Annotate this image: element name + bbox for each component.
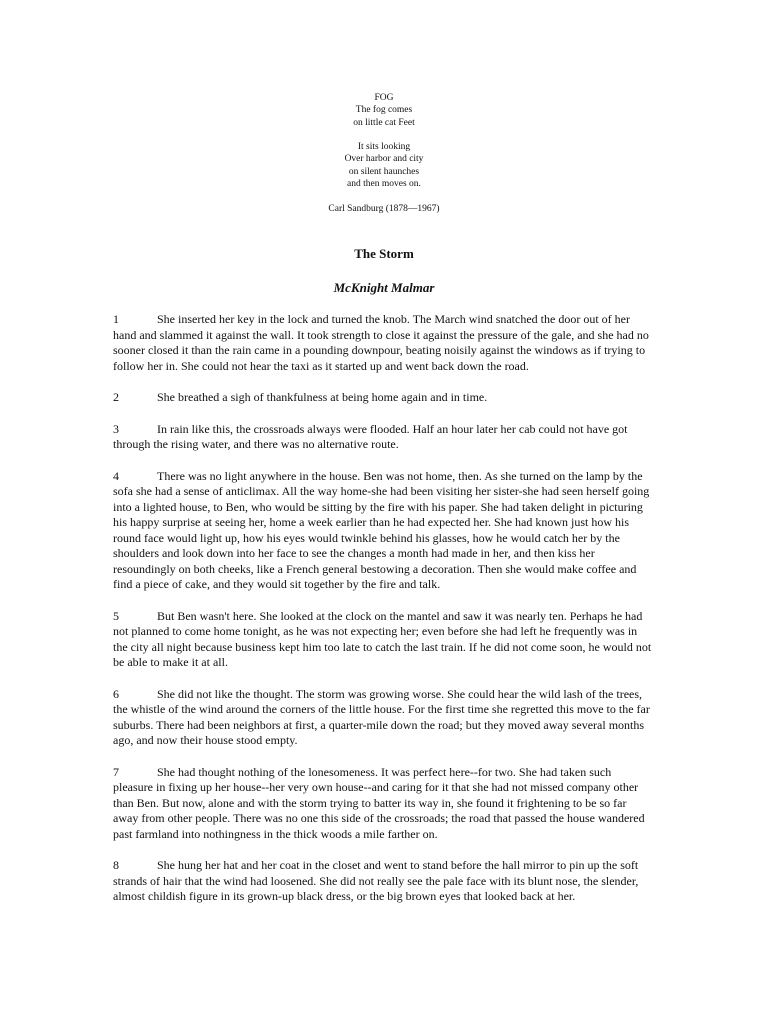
paragraph-text: She hung her hat and her coat in the closet and went to stand before the hall mirror to pin up the soft strands of hair that the wind had loosened. She did not really see the pale face with its blunt nose, the slender, almost childish figure in its grown-up black dress, or the big brown eyes that looked back at her. bbox=[113, 858, 639, 903]
poem-stanza-break bbox=[0, 190, 768, 202]
paragraph-number: 1 bbox=[113, 312, 119, 326]
paragraph-number: 3 bbox=[113, 421, 119, 436]
paragraph-5 bbox=[113, 609, 653, 671]
poem-block bbox=[0, 92, 768, 215]
poem-line: Over harbor and city bbox=[344, 154, 424, 165]
story-title: The Storm bbox=[354, 246, 414, 261]
paragraph-text: There was no light anywhere in the house. Ben was not home, then. As she turned on the lamp by the sofa she had a sense of anticlimax. All the way home-she had been visiting her sister-she had seen herself going into a lighted house, to Ben, who would be sitting by the fire with his paper. She had taken delight in picturing his happy surprise at seeing her, home a week earlier than he had expected her. She had known just how his round face would light up, how his eyes would twinkle behind his glasses, how he would catch her by the shoulders and look down into her face to see the changes a month had made in her, and then kiss her resoundingly on both cheeks, like a French general bestowing a decoration. Then she would make coffee and find a piece of cake, and they would sit together by the fire and talk. bbox=[113, 468, 650, 591]
poem-line: on silent haunches bbox=[348, 166, 420, 177]
paragraph-1 bbox=[113, 312, 653, 374]
poem-line: The fog comes bbox=[355, 105, 413, 116]
paragraph-number: 7 bbox=[113, 764, 119, 779]
poem-title: FOG bbox=[374, 93, 394, 103]
paragraph-4 bbox=[113, 469, 653, 593]
paragraph-text: She inserted her key in the lock and turned the knob. The March wind snatched the door out of her hand and slammed it against the wall. It took strength to close it against the pressure of the gale, and she had no sooner closed it than the rain came in a pounding downpour, beating noisily against the windows as if trying to follow her in. She could not hear the taxi as it started up and went back down the road. bbox=[113, 312, 649, 373]
paragraph-8 bbox=[113, 858, 653, 905]
poem-line: and then moves on. bbox=[347, 179, 421, 190]
paragraph-text: She had thought nothing of the lonesomeness. It was perfect here--for two. She had taken such pleasure in fixing up her house--her very own house--and caring for it that she had not missed company other than Ben. But now, alone and with the storm trying to batter its way in, she found it frightening to be so far away from other people. There was no one this side of the crossroads; the road that passed the house wandered past farmland into nothingness in the thick woods a mile farther on. bbox=[113, 764, 645, 841]
paragraph-7 bbox=[113, 765, 653, 843]
paragraph-number: 6 bbox=[113, 686, 119, 701]
paragraph-number: 2 bbox=[113, 390, 119, 404]
paragraph-text: She breathed a sigh of thankfulness at being home again and in time. bbox=[157, 390, 488, 404]
poem-stanza-break bbox=[0, 129, 768, 141]
poem-attribution: Carl Sandburg (1878—1967) bbox=[328, 203, 440, 214]
paragraph-2 bbox=[113, 390, 653, 406]
paragraph-text: But Ben wasn't here. She looked at the clock on the mantel and saw it was nearly ten. Perhaps he had not planned to come home tonight, as he was not expecting her; even before she had left he frequently was in the city all night because business kept him too late to catch the last train. If he did not come soon, he would not be able to make it at all. bbox=[113, 608, 652, 669]
paragraph-number: 5 bbox=[113, 608, 119, 623]
story-author: McKnight Malmar bbox=[333, 280, 435, 295]
poem-line: on little cat Feet bbox=[353, 117, 415, 128]
paragraph-text: She did not like the thought. The storm was growing worse. She could hear the wild lash of the trees, the whistle of the wind around the corners of the little house. For the first time she regretted this move to the far suburbs. There had been neighbors at first, a quarter-mile down the road; but they moved away several months ago, and now their house stood empty. bbox=[113, 686, 650, 747]
paragraph-3 bbox=[113, 422, 653, 453]
poem-line: It sits looking bbox=[357, 142, 411, 153]
paragraph-6 bbox=[113, 687, 653, 749]
paragraph-number: 8 bbox=[113, 858, 119, 872]
paragraph-text: In rain like this, the crossroads always were flooded. Half an hour later her cab could not have got through the rising water, and there was no alternative route. bbox=[113, 421, 628, 451]
paragraph-number: 4 bbox=[113, 468, 119, 483]
story-body bbox=[113, 312, 653, 921]
